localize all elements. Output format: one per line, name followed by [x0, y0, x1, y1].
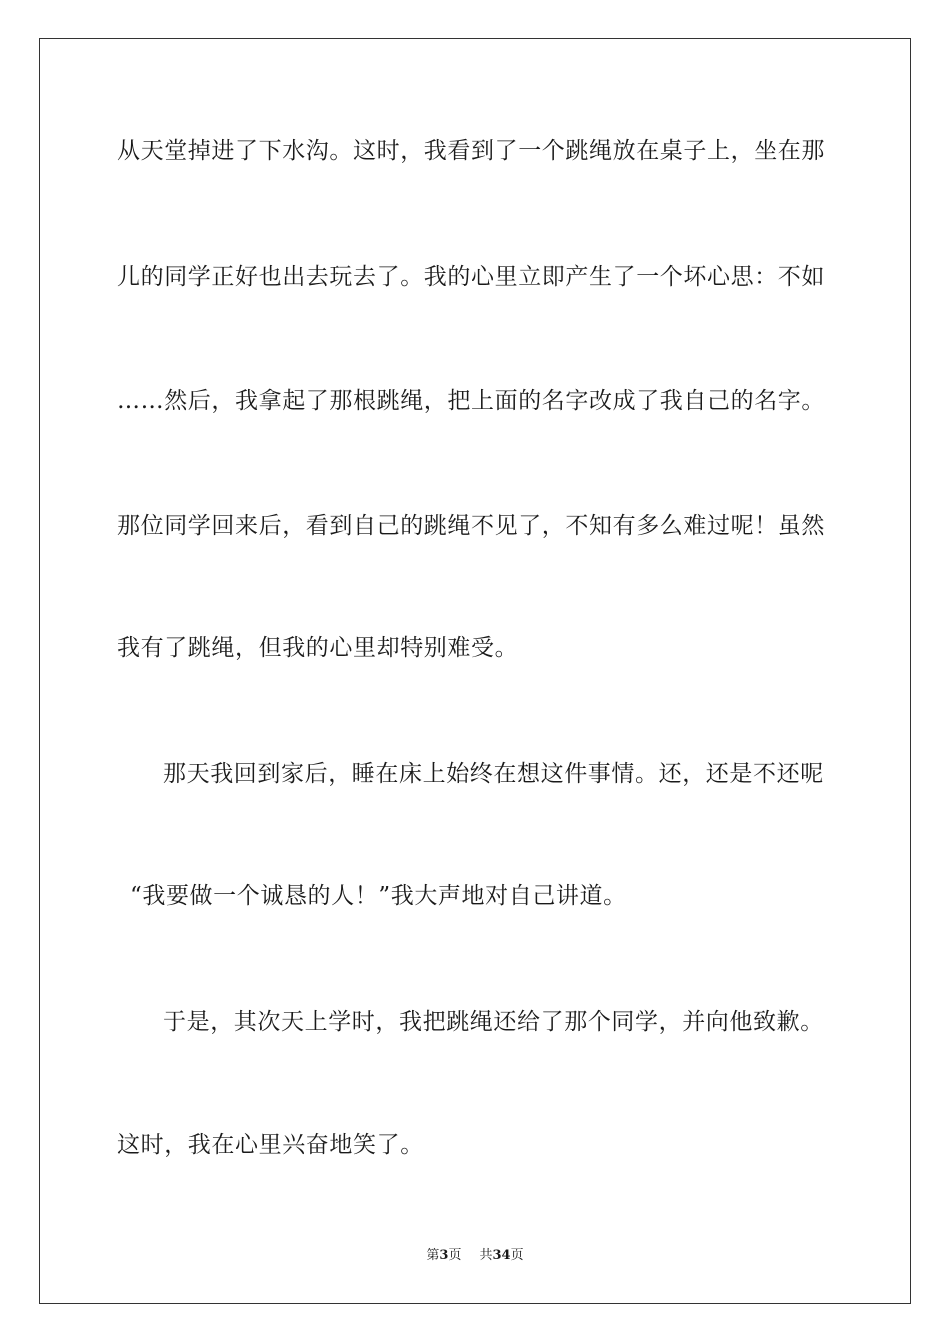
page-border: [39, 38, 911, 1304]
text-line-7: “我要做一个诚恳的人！”我大声地对自己讲道。: [130, 883, 627, 909]
footer-page-suffix: 页: [448, 1248, 462, 1263]
text-line-3: ……然后，我拿起了那根跳绳，把上面的名字改成了我自己的名字。: [117, 388, 825, 414]
footer-total-pages: 34: [492, 1248, 511, 1263]
text-line-9: 这时，我在心里兴奋地笑了。: [117, 1132, 424, 1158]
text-line-6: 那天我回到家后，睡在床上始终在想这件事情。还，还是不还呢: [163, 761, 824, 787]
page-footer: [0, 1247, 950, 1265]
footer-page-number: 3: [439, 1248, 449, 1263]
text-line-4: 那位同学回来后，看到自己的跳绳不见了，不知有多么难过呢！虽然: [117, 513, 825, 539]
text-line-8: 于是，其次天上学时，我把跳绳还给了那个同学，并向他致歉。: [163, 1009, 824, 1035]
text-line-5: 我有了跳绳，但我的心里却特别难受。: [117, 635, 519, 661]
text-line-2: 儿的同学正好也出去玩去了。我的心里立即产生了一个坏心思：不如: [117, 264, 825, 290]
text-line-1: 从天堂掉进了下水沟。这时，我看到了一个跳绳放在桌子上，坐在那: [117, 138, 825, 164]
footer-page-prefix: 第: [426, 1248, 440, 1263]
footer-total-prefix: 共: [479, 1248, 493, 1263]
footer-total-suffix: 页: [510, 1248, 524, 1263]
